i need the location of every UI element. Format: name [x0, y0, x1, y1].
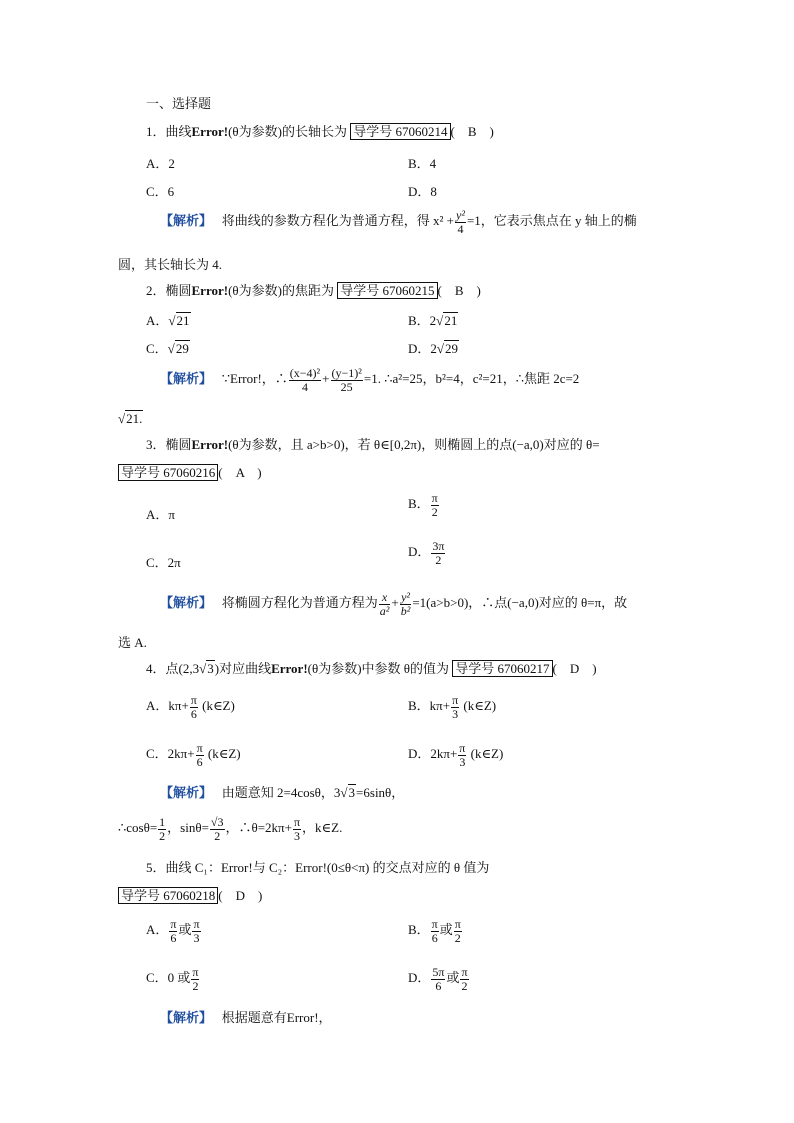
q4-option-c: C．2kπ+ $\frac{\pi}{6}$ (k∈Z): [146, 741, 241, 769]
question-1-error: Error!: [191, 124, 229, 139]
q4-option-a: A．kπ+ $\frac{\pi}{6}$ (k∈Z): [146, 693, 235, 721]
q3-option-c: C．2π: [146, 555, 181, 570]
q3-analysis-label: 【解析】: [160, 595, 213, 611]
q4-analysis-label: 【解析】: [160, 785, 213, 800]
question-1: [146, 125, 494, 138]
q2-analysis-label: 【解析】: [160, 371, 213, 387]
q4-option-b: B．kπ+ $\frac{\pi}{3}$ (k∈Z): [408, 693, 497, 721]
question-1-code: 导学号 67060214: [350, 123, 450, 140]
q4-option-d: D．2kπ+ $\frac{\pi}{3}$ (k∈Z): [408, 741, 504, 769]
q1-analysis-label: 【解析】: [160, 213, 213, 229]
question-1-answer: ( B ): [450, 124, 494, 139]
q5-option-b: B． $\frac{\pi}{6}$ 或 $\frac{\pi}{2}$: [408, 917, 461, 945]
question-2-stem: (θ为参数)的焦距为: [228, 283, 334, 298]
question-2-error: Error!: [191, 283, 229, 298]
q1-analysis-text-b: =1，它表示焦点在 y 轴上的椭: [466, 213, 637, 229]
q3-analysis-line-2: 选 A.: [118, 635, 147, 650]
q3-analysis-fraction-1: $\frac{x}{\text{a²}}$: [379, 590, 390, 618]
q2-option-b: B．2√21: [408, 313, 458, 328]
q4-analysis: 【解析】 由题意知 2=4cosθ，3√3=6sinθ，: [160, 785, 405, 800]
q3-option-b: B． $\frac{\pi}{2}$: [408, 491, 438, 519]
q1-option-d: D．8: [408, 184, 437, 199]
question-2-number: 2．椭圆: [146, 283, 192, 298]
question-1-number: 1．曲线: [146, 124, 192, 139]
question-2-code: 导学号 67060215: [337, 282, 437, 299]
question-5-answer: ( D ): [218, 888, 263, 903]
q2-option-d: D．2√29: [408, 341, 459, 356]
q1-analysis-fraction: $\frac{\text{y²}}{4}$: [456, 208, 465, 236]
q1-analysis-line-2: 圆，其长轴长为 4.: [118, 257, 223, 272]
q1-option-c: C．6: [146, 184, 175, 199]
q5-analysis-label: 【解析】: [160, 1010, 213, 1025]
q3-analysis-fraction-2: $\frac{\text{y²}}{\text{b²}}$: [400, 590, 411, 618]
question-5: 5．曲线 C₁：Error!与 C₂：Error!(0≤θ<π) 的交点对应的 θ 值为: [146, 860, 490, 875]
question-4-code: 导学号 67060217: [452, 660, 552, 677]
q3-option-a: A．π: [146, 507, 175, 522]
q2-option-a: A．√21: [146, 313, 190, 328]
q1-analysis: [160, 209, 637, 235]
q3-analysis: 【解析】 将椭圆方程化为普通方程为 $\frac{x}{\text{a²}}$ + $\frac{\text{y²}}{\text{b²}}$ =1(a>b>0)，∴点(−a,0)对应的 θ=π，故: [160, 590, 628, 618]
question-3-stem: (θ为参数，且 a>b>0)，若 θ∈[0,2π)，则椭圆上的点(−a,0)对应的 θ=: [228, 437, 600, 452]
question-3-answer: ( A ): [218, 465, 262, 480]
question-3-number: 3．椭圆: [146, 437, 192, 452]
q2-option-c: C．√29: [146, 341, 189, 356]
question-4-answer: ( D ): [552, 661, 597, 676]
question-5-code: 导学号 67060218: [118, 887, 218, 904]
q5-option-a: A． $\frac{\pi}{6}$ 或 $\frac{\pi}{3}$: [146, 917, 200, 945]
question-2-answer: ( B ): [437, 283, 481, 298]
q3-option-d: D． $\frac{3\pi}{2}$: [408, 539, 445, 567]
q5-option-d: D． $\frac{5\pi}{6}$ 或 $\frac{\pi}{2}$: [408, 965, 468, 993]
q4-analysis-line-2: ∴cosθ= $\frac{1}{2}$ ，sinθ= $\frac{√3}{2}$ ，∴θ=2kπ+ $\frac{\pi}{3}$ ，k∈Z.: [118, 815, 343, 843]
q1-analysis-text-a: 将曲线的参数方程化为普通方程，得 x² +: [221, 213, 454, 229]
question-4: 4．点(2,3√3)对应曲线Error!(θ为参数)中参数 θ的值为 导学号 67060217 ( D ): [146, 661, 597, 676]
q2-analysis-text-a: ∵Error!，∴: [221, 371, 288, 387]
question-3-error: Error!: [191, 437, 229, 452]
question-2: [146, 284, 481, 297]
question-5-line-2: [118, 889, 262, 902]
q2-analysis-line-2: √21.: [118, 411, 143, 426]
q5-analysis: 【解析】 根据题意有Error!，: [160, 1010, 332, 1025]
section-title: 一、选择题: [146, 96, 212, 111]
q2-analysis-fraction-1: $\frac{\text{(x−4)²}}{4}$: [289, 366, 321, 394]
q5-option-c: C．0 或 $\frac{\pi}{2}$: [146, 965, 199, 993]
q1-option-b: B．4: [408, 156, 437, 171]
q2-analysis-fraction-2: $\frac{\text{(y−1)²}}{25}$: [331, 366, 362, 394]
question-1-stem: (θ为参数)的长轴长为: [228, 124, 347, 139]
q2-analysis-text-b: =1. ∴a²=25，b²=4，c²=21，∴焦距 2c=2: [363, 371, 580, 387]
question-3: [146, 438, 600, 451]
q1-option-a: A．2: [146, 156, 175, 171]
question-3-line-2: [118, 466, 262, 479]
question-3-code: 导学号 67060216: [118, 464, 218, 481]
q2-analysis: 【解析】 ∵Error!，∴ $\frac{\text{(x−4)²}}{4}$ + $\frac{\text{(y−1)²}}{25}$ =1. ∴a²=25，b²=4，c²=21，∴焦距 2c=2: [160, 366, 580, 394]
